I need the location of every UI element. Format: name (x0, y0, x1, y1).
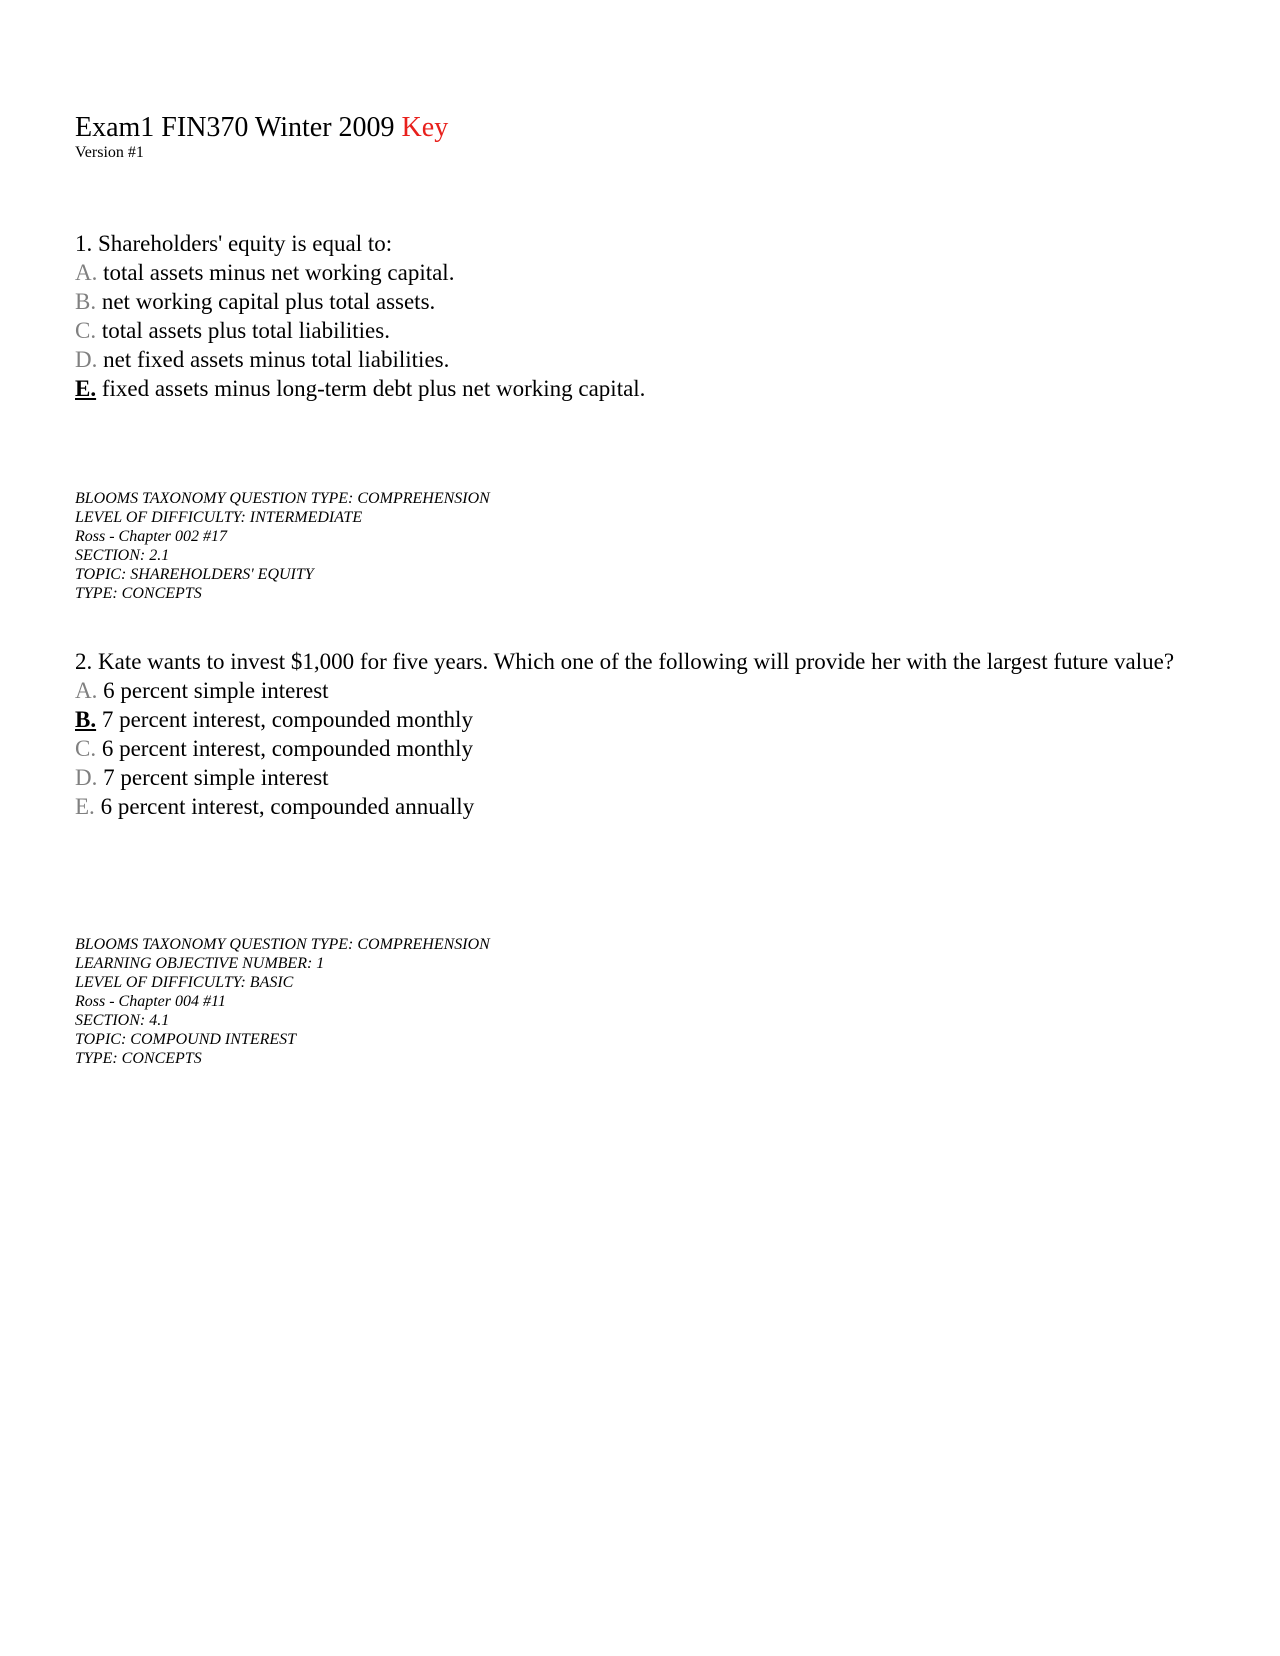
meta-line: TOPIC: SHAREHOLDERS' EQUITY (75, 566, 314, 583)
meta-line: LEVEL OF DIFFICULTY: BASIC (75, 974, 294, 991)
option-letter: A. (75, 678, 98, 703)
option-text: net fixed assets minus total liabilities. (103, 347, 450, 372)
correct-option-letter: B. (75, 707, 97, 732)
option-a (75, 258, 1215, 287)
option-letter: C. (75, 736, 97, 761)
title-text: Exam1 FIN370 Winter 2009 (75, 112, 395, 143)
meta-line: TYPE: CONCEPTS (75, 585, 202, 602)
version-label: Version #1 (75, 144, 144, 161)
meta-line: LEVEL OF DIFFICULTY: INTERMEDIATE (75, 509, 363, 526)
question-stem: 1. Shareholders' equity is equal to: (75, 231, 393, 256)
option-text: 7 percent interest, compounded monthly (101, 707, 473, 732)
option-text: net working capital plus total assets. (101, 289, 436, 314)
option-e (75, 792, 1215, 821)
meta-line: SECTION: 2.1 (75, 547, 170, 564)
meta-line: Ross - Chapter 002 #17 (75, 528, 227, 545)
option-text: fixed assets minus long-term debt plus net working capital. (101, 376, 646, 401)
meta-line: TOPIC: COMPOUND INTEREST (75, 1031, 297, 1048)
option-d (75, 345, 1215, 374)
question-2-metadata (75, 935, 490, 1068)
option-letter: D. (75, 347, 98, 372)
option-b-correct (75, 705, 1215, 734)
option-c (75, 734, 1215, 763)
option-e-correct (75, 374, 1215, 403)
option-letter: C. (75, 318, 97, 343)
question-stem: 2. Kate wants to invest $1,000 for five years. Which one of the following will provide her with the largest future value? (75, 649, 1175, 674)
option-letter: D. (75, 765, 98, 790)
option-text: total assets plus total liabilities. (101, 318, 390, 343)
title-key-label: Key (401, 112, 449, 143)
exam-header (75, 112, 1215, 162)
option-letter: A. (75, 260, 98, 285)
question-1-metadata (75, 489, 490, 603)
question-1 (75, 229, 1215, 403)
option-letter: E. (75, 794, 95, 819)
exam-page (75, 112, 1215, 1067)
option-text: total assets minus net working capital. (103, 260, 455, 285)
meta-line: TYPE: CONCEPTS (75, 1050, 202, 1067)
option-c (75, 316, 1215, 345)
option-text: 6 percent simple interest (103, 678, 329, 703)
option-b (75, 287, 1215, 316)
correct-option-letter: E. (75, 376, 97, 401)
option-text: 7 percent simple interest (103, 765, 329, 790)
option-a (75, 676, 1215, 705)
meta-line: BLOOMS TAXONOMY QUESTION TYPE: COMPREHENSION (75, 490, 490, 507)
page-title (75, 112, 1215, 144)
option-text: 6 percent interest, compounded annually (100, 794, 475, 819)
meta-line: BLOOMS TAXONOMY QUESTION TYPE: COMPREHENSION (75, 936, 490, 953)
option-text: 6 percent interest, compounded monthly (101, 736, 473, 761)
meta-line: SECTION: 4.1 (75, 1012, 170, 1029)
option-d (75, 763, 1215, 792)
meta-line: LEARNING OBJECTIVE NUMBER: 1 (75, 955, 325, 972)
meta-line: Ross - Chapter 004 #11 (75, 993, 226, 1010)
option-letter: B. (75, 289, 97, 314)
question-2 (75, 647, 1215, 821)
